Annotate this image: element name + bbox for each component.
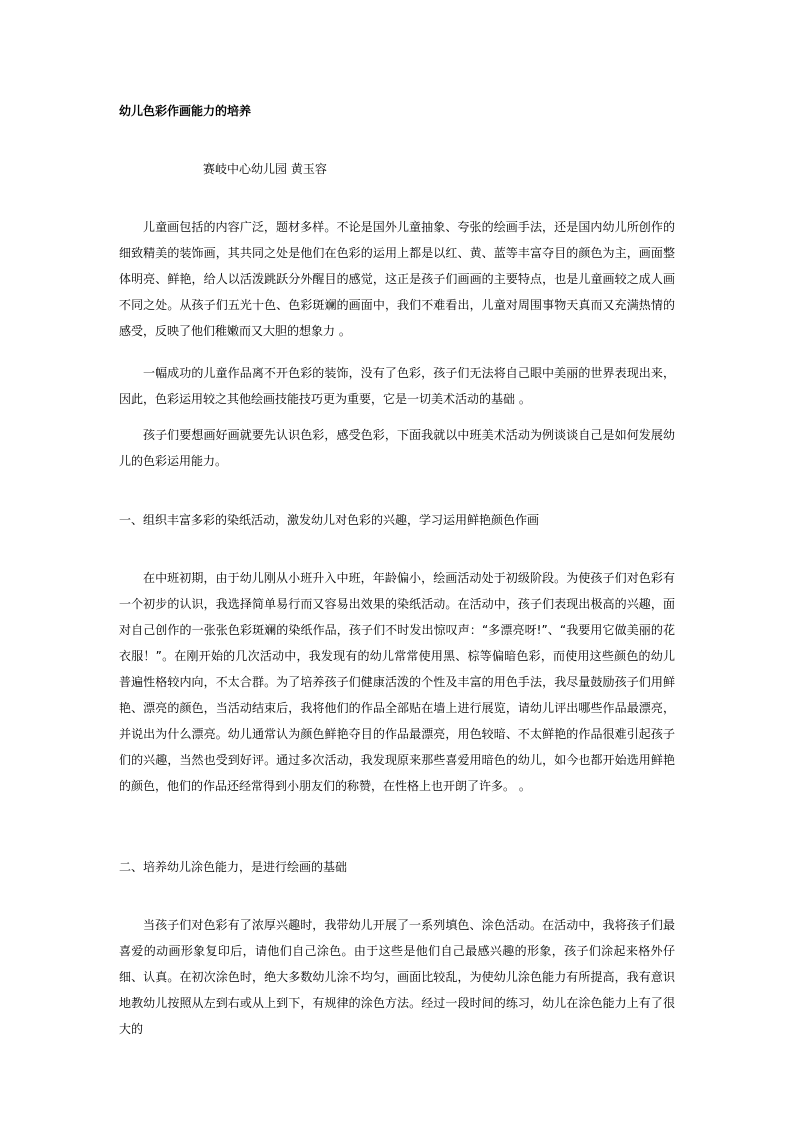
intro-paragraph-1: 儿童画包括的内容广泛，题材多样。不论是国外儿童抽象、夸张的绘画手法，还是国内幼儿所创作的细致精美的装饰画，其共同之处是他们在色彩的运用上都是以红、黄、蓝等丰富夺目的颜色为主，画面整体明亮、鲜艳，给人以活泼跳跃分外醒目的感觉，这正是孩子们画画的主要特点，也是儿童画较之成人画不同之处。从孩子们五光十色、色彩斑斓的画面中，我们不难看出，儿童对周围事物天真而又充满热情的感受，反映了他们稚嫩而又大胆的想象力 。	[119, 220, 675, 338]
section-1-heading: 一、组织丰富多彩的染纸活动，激发幼儿对色彩的兴趣，学习运用鲜艳颜色作画	[119, 513, 540, 527]
section-2-paragraph: 当孩子们对色彩有了浓厚兴趣时，我带幼儿开展了一系列填色、涂色活动。在活动中，我将孩子们最喜爱的动画形象复印后，请他们自己涂色。由于这些是他们自己最感兴趣的形象，孩子们涂起来格外仔细、认真。在初次涂色时，绝大多数幼儿涂不均匀，画面比较乱，为使幼儿涂色能力有所提高，我有意识地教幼儿按照从左到右或从上到下，有规律的涂色方法。经过一段时间的练习，幼儿在涂色能力上有了很大的	[119, 918, 675, 1036]
author-line: 赛岐中心幼儿园 黄玉容	[203, 162, 327, 176]
intro-paragraph-2: 一幅成功的儿童作品离不开色彩的装饰，没有了色彩，孩子们无法将自己眼中美丽的世界表现出来，因此，色彩运用较之其他绘画技能技巧更为重要，它是一切美术活动的基础 。	[119, 366, 675, 406]
document-title: 幼儿色彩作画能力的培养	[119, 104, 252, 118]
intro-paragraph-3: 孩子们要想画好画就要先认识色彩，感受色彩，下面我就以中班美术活动为例谈谈自己是如何发展幼儿的色彩运用能力。	[119, 428, 675, 468]
section-2-heading: 二、培养幼儿涂色能力，是进行绘画的基础	[119, 860, 348, 874]
section-1-paragraph: 在中班初期，由于幼儿刚从小班升入中班，年龄偏小，绘画活动处于初级阶段。为使孩子们对色彩有一个初步的认识，我选择简单易行而又容易出效果的染纸活动。在活动中，孩子们表现出极高的兴趣，面对自己创作的一张张色彩斑斓的染纸作品，孩子们不时发出惊叹声：“多漂亮呀!”、“我要用它做美丽的花衣服！”。在刚开始的几次活动中，我发现有的幼儿常常使用黑、棕等偏暗色彩，而使用这些颜色的幼儿普遍性格较内向，不太合群。为了培养孩子们健康活泼的个性及丰富的用色手法，我尽量鼓励孩子们用鲜艳、漂亮的颜色，当活动结束后，我将他们的作品全部贴在墙上进行展览，请幼儿评出哪些作品最漂亮，并说出为什么漂亮。幼儿通常认为颜色鲜艳夺目的作品最漂亮，用色较暗、不太鲜艳的作品很难引起孩子们的兴趣，当然也受到好评。通过多次活动，我发现原来那些喜爱用暗色的幼儿，如今也都开始选用鲜艳的颜色，他们的作品还经常得到小朋友们的称赞，在性格上也开朗了许多。 。	[119, 571, 675, 793]
